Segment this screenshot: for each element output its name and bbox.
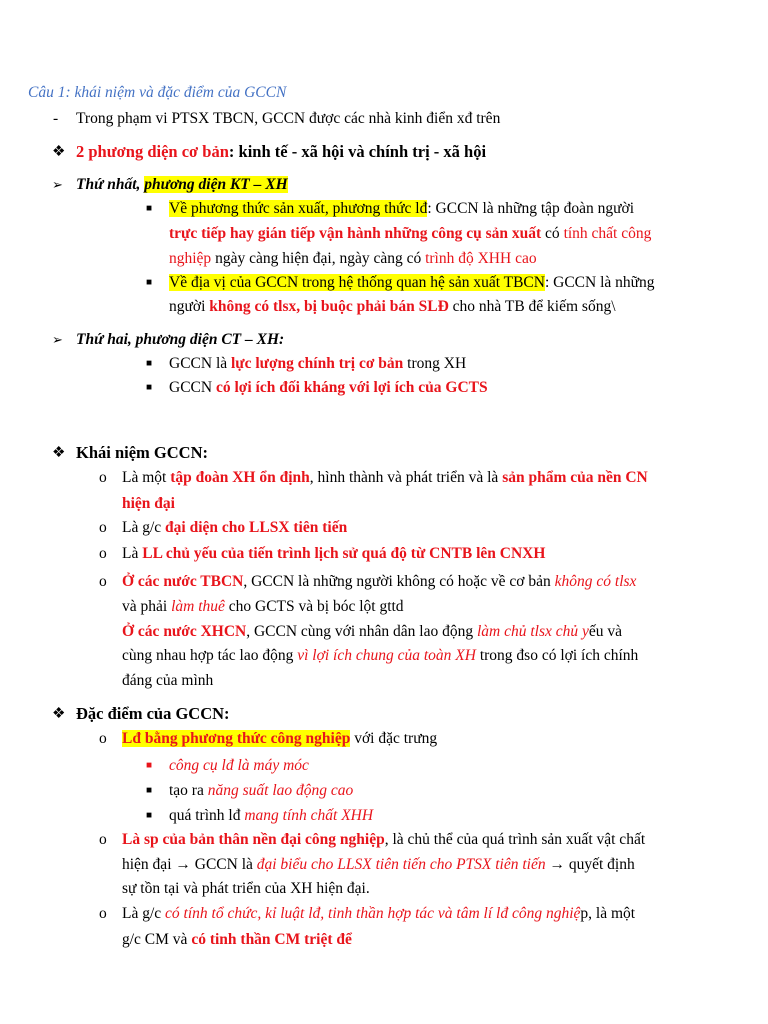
s-b2-text: GCCN: [169, 379, 216, 396]
concept-heading: Khái niệm GCCN:: [76, 443, 208, 462]
ki4-red2: không có tlsx: [554, 573, 637, 590]
circle-bullet-icon: o: [99, 519, 107, 536]
feature-item1: [122, 729, 437, 749]
bullet2-line1: [169, 273, 655, 293]
ki1-red2: sản phẩm của nền CN: [502, 469, 648, 486]
s-b2-red: có lợi ích đối kháng với lợi ích của GCTS: [215, 379, 488, 396]
first-aspect-heading: [76, 175, 288, 195]
feature-item3-line2: [122, 930, 352, 950]
heading-black-part: : kinh tế - xã hội và chính trị - xã hội: [228, 142, 487, 161]
fi3-text3: g/c CM và: [122, 931, 192, 948]
right-arrow-icon: →: [175, 856, 191, 873]
concept-item4-line1: [122, 572, 636, 592]
bullet2-line2: [169, 297, 616, 317]
bullet1-line2: [169, 224, 651, 244]
bullet2-text3: cho nhà TB để kiếm sống\: [448, 298, 616, 315]
section-heading-aspects: [76, 142, 486, 162]
bullet1-red3: nghiệp: [169, 250, 212, 267]
concept-item4-line4: [122, 646, 638, 666]
bullet1-red2: tính chất công: [563, 225, 652, 242]
concept-item2: [122, 518, 347, 538]
fi2-red: Là sp của bản thân nền đại công nghiệp: [122, 831, 385, 848]
first-aspect-highlight: phương diện KT – XH: [144, 176, 288, 193]
concept-item4-line2: [122, 597, 404, 617]
fs3-text: quá trình lđ: [169, 807, 245, 824]
fs2-red: năng suất lao động cao: [207, 782, 354, 799]
circle-bullet-icon: o: [99, 469, 107, 486]
diamond-bullet-icon: ❖: [52, 445, 66, 461]
bullet1-text: : GCCN là những tập đoàn người: [427, 200, 635, 217]
circle-bullet-icon: o: [99, 905, 107, 922]
circle-bullet-icon: o: [99, 573, 107, 590]
s-b1-text2: trong XH: [403, 355, 467, 372]
heading-red-part: 2 phương diện cơ bản: [76, 142, 229, 161]
ki4-text3: cho GCTS và bị bóc lột gttd: [224, 598, 404, 615]
feature-sub2: [169, 781, 353, 801]
s-b1-red: lực lượng chính trị cơ bản: [231, 355, 404, 372]
second-aspect-heading: Thứ hai, phương diện CT – XH:: [76, 331, 285, 348]
ki2-text: Là g/c: [122, 519, 166, 536]
bullet1-highlight: Về phương thức sản xuất, phương thức lđ: [169, 200, 428, 217]
bullet2-highlight: Về địa vị của GCCN trong hệ thống quan hệ sản xuất TBCN: [169, 274, 545, 291]
square-bullet-icon: ■: [146, 785, 153, 796]
diamond-bullet-icon: ❖: [52, 144, 66, 160]
concept-item4-line5: đáng của mình: [122, 672, 214, 689]
ki1-red: tập đoàn XH ổn định: [170, 469, 310, 486]
feature-sub1: công cụ lđ là máy móc: [169, 757, 309, 774]
feature-item2-line3: sự tồn tại và phát triển của XH hiện đại.: [122, 880, 370, 897]
bullet2-red-bold: không có tlsx, bị buộc phải bán SLĐ: [209, 298, 449, 315]
feature-item2-line1: [122, 830, 694, 850]
concept-item3: [122, 544, 545, 564]
intro-text: Trong phạm vi PTSX TBCN, GCCN được các nhà kinh điển xđ trên: [76, 110, 501, 127]
square-bullet-icon: ■: [146, 760, 153, 771]
ki3-text: Là: [122, 545, 143, 562]
fi1-highlight: Lđ bằng phương thức công nghiệp: [122, 730, 351, 747]
ki1-text2: , hình thành và phát triển và là: [309, 469, 503, 486]
circle-bullet-icon: o: [99, 545, 107, 562]
fi1-text: với đặc trưng: [350, 730, 438, 747]
ki4-red3: làm thuê: [171, 598, 225, 615]
fi3-red: có tính tổ chức, kỉ luật lđ, tinh thần hợp tác và tâm lí lđ công nghiệ: [165, 905, 581, 922]
ki4-text5: ếu và: [588, 623, 623, 640]
fi2-red2: đại biểu cho LLSX tiên tiến cho PTSX tiên tiến: [256, 856, 546, 873]
ki4-red4: Ở các nước XHCN: [122, 623, 247, 640]
square-bullet-icon: ■: [146, 382, 153, 393]
bullet1-text2: có: [541, 225, 564, 242]
first-aspect-label: Thứ nhất,: [76, 176, 145, 193]
bullet1-line3: [169, 249, 537, 269]
bullet1-red4: trình độ XHH cao: [425, 250, 537, 267]
arrow-bullet-icon: ➢: [52, 332, 63, 347]
bullet1-line1: [169, 199, 694, 219]
ki4-red5: làm chủ tlsx chủ y: [477, 623, 589, 640]
dash-marker: -: [53, 110, 59, 127]
fi3-text: Là g/c: [122, 905, 166, 922]
bullet1-red-bold: trực tiếp hay gián tiếp vận hành những công cụ sản xuất: [169, 225, 542, 242]
second-bullet2: [169, 378, 488, 398]
circle-bullet-icon: o: [99, 831, 107, 848]
square-bullet-icon: ■: [146, 358, 153, 369]
second-bullet1: [169, 354, 466, 374]
bullet2-text2: người: [169, 298, 210, 315]
page-title: Câu 1: khái niệm và đặc điểm của GCCN: [28, 84, 287, 101]
ki4-text7: trong đso có lợi ích chính: [475, 647, 639, 664]
square-bullet-icon: ■: [146, 810, 153, 821]
circle-bullet-icon: o: [99, 730, 107, 747]
ki2-red: đại diện cho LLSX tiên tiến: [165, 519, 348, 536]
ki4-red6: vì lợi ích chung của toàn XH: [297, 647, 476, 664]
fs2-text: tạo ra: [169, 782, 208, 799]
square-bullet-icon: ■: [146, 277, 153, 288]
concept-item4-line3: [122, 622, 694, 642]
fi2-text: , là chủ thể của quá trình sản xuất vật chất: [384, 831, 646, 848]
ki4-red: Ở các nước TBCN: [122, 573, 244, 590]
feature-item3-line1: [122, 904, 694, 924]
ki4-text2: và phải: [122, 598, 172, 615]
ki4-text6: cùng nhau hợp tác lao động: [122, 647, 298, 664]
ki1-text: Là một: [122, 469, 171, 486]
s-b1-text: GCCN là: [169, 355, 231, 372]
concept-item1-line1: [122, 468, 694, 488]
feature-sub3: [169, 806, 373, 826]
fi2-text3: GCCN là: [190, 856, 257, 873]
feature-item2-line2: [122, 855, 694, 875]
fi3-text2: p, là một: [580, 905, 636, 922]
fi2-text4: → quyết định: [545, 856, 635, 873]
ki3-red: LL chủ yếu của tiến trình lịch sử quá độ từ CNTB lên CNXH: [142, 545, 546, 562]
diamond-bullet-icon: ❖: [52, 706, 66, 722]
ki4-text: , GCCN là những người không có hoặc về cơ bản: [243, 573, 555, 590]
square-bullet-icon: ■: [146, 203, 153, 214]
features-heading: Đặc điểm của GCCN:: [76, 704, 230, 723]
bullet1-text3: ngày càng hiện đại, ngày càng có: [211, 250, 426, 267]
fi3-red2: có tinh thần CM triệt để: [191, 931, 352, 948]
ki4-text4: , GCCN cùng với nhân dân lao động: [246, 623, 477, 640]
concept-item1-line2: hiện đại: [122, 495, 175, 512]
bullet2-text: : GCCN là những: [544, 274, 655, 291]
fs3-red: mang tính chất XHH: [244, 807, 374, 824]
fi2-text2: hiện đại: [122, 856, 176, 873]
arrow-bullet-icon: ➢: [52, 177, 63, 192]
